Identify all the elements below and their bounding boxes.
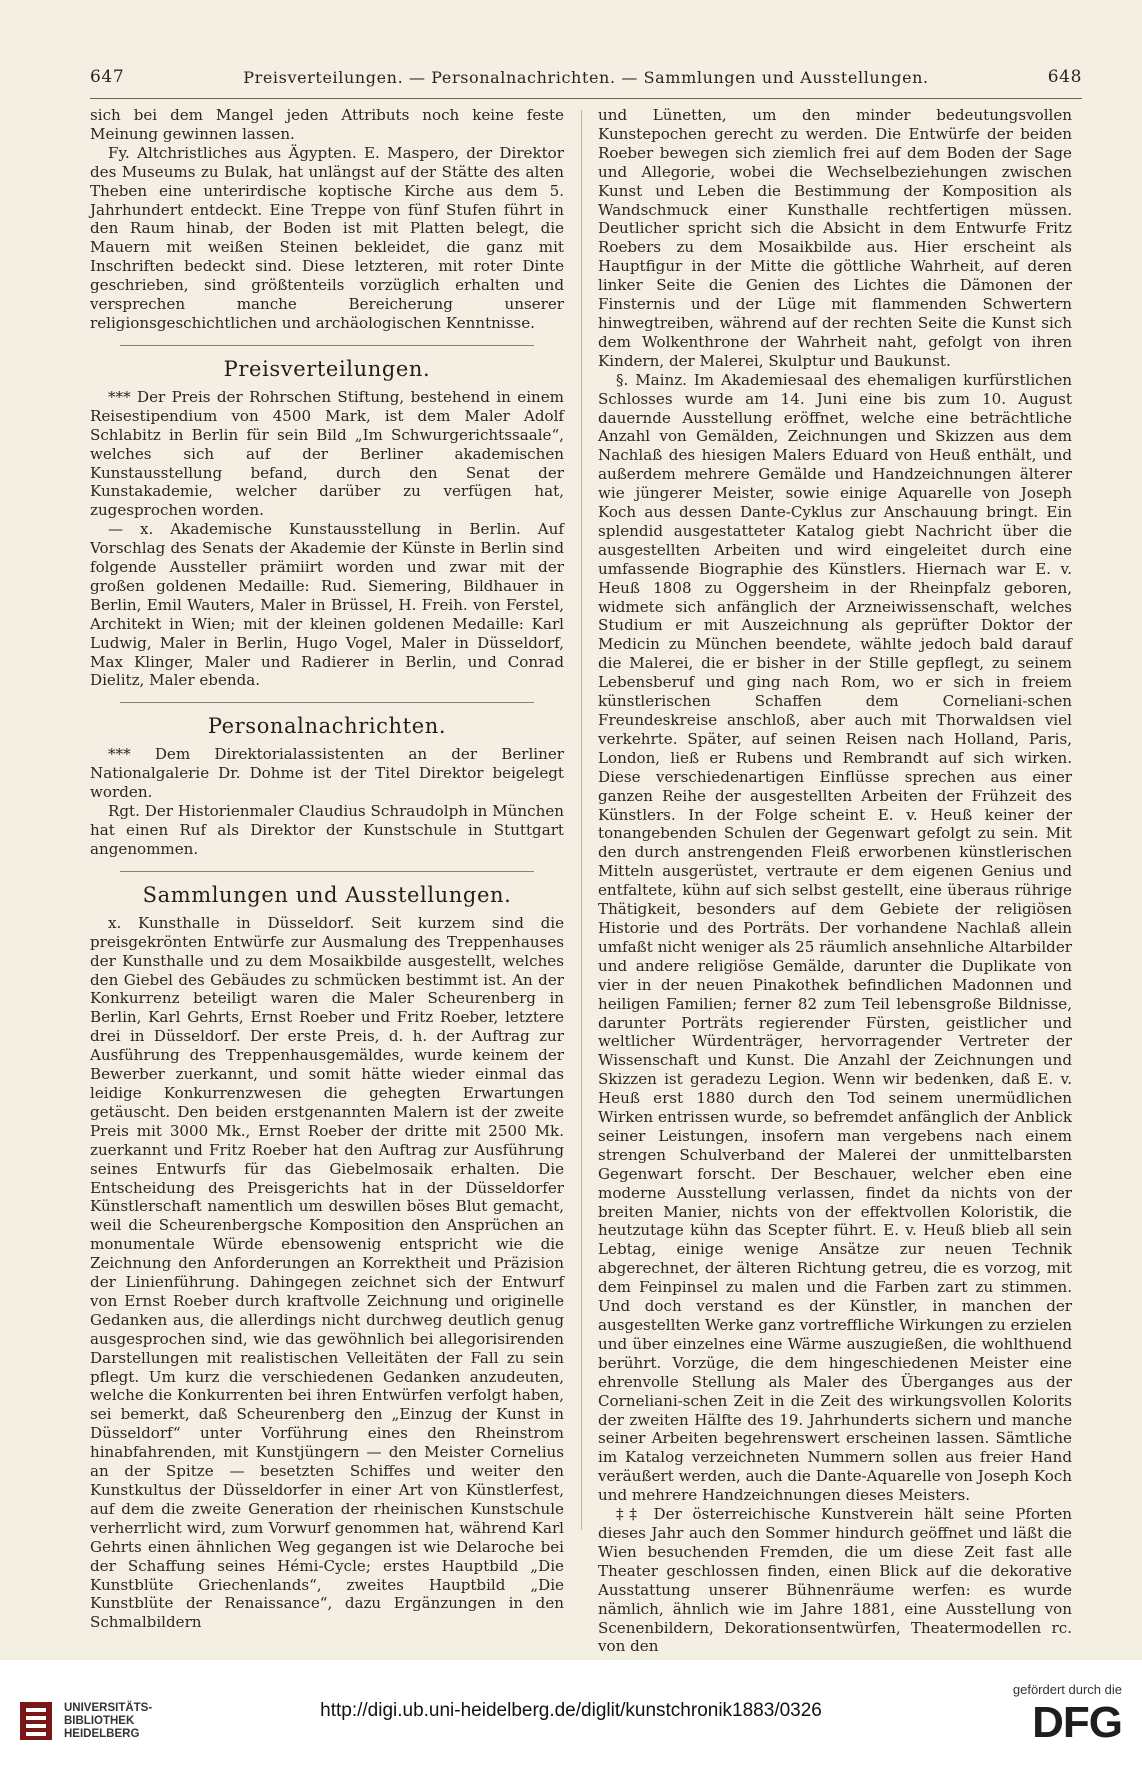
funded-by-label: gefördert durch die xyxy=(1012,1682,1122,1697)
section-separator xyxy=(120,871,534,872)
personal-paragraph-2: Rgt. Der Historienmaler Claudius Schraudolph in München hat einen Ruf als Direktor der Kunstschule in Stuttgart angenommen. xyxy=(90,802,564,858)
header-rule xyxy=(90,98,1082,99)
section-separator xyxy=(120,702,534,703)
page-number-left: 647 xyxy=(90,67,125,87)
left-column xyxy=(90,106,564,1632)
intro-paragraph: sich bei dem Mangel jeden Attributs noch keine feste Meinung gewinnen lassen. xyxy=(90,106,564,143)
running-title: Preisverteilungen. — Personalnachrichten. — Sammlungen und Ausstellungen. xyxy=(243,67,929,87)
digitization-footer xyxy=(0,1660,1142,1778)
personal-paragraph-1: *** Dem Direktorialassistenten an der Berliner Nationalgalerie Dr. Dohme ist der Titel Direktor beigelegt worden. xyxy=(90,745,564,802)
collections-paragraph-1: x. Kunsthalle in Düsseldorf. Seit kurzem sind die preisgekrönten Entwürfe zur Ausmalung des Treppenhauses der Kunsthalle und zu dem Mosaikbilde ausgestellt, welches den Giebel des Gebäudes zu schmücken bestimmt ist. An der Konkurrenz beteiligt waren die Maler Scheurenberg in Berlin, Karl Gehrts, Ernst Roeber und Fritz Roeber, letztere drei in Düsseldorf. Der erste Preis, d. h. der Auftrag zur Ausführung des Treppenhausgemäldes, wurde keinem der Bewerber zuerkannt, und somit hätte wieder einmal das leidige Konkurrenzwesen die gehegten Erwartungen getäuscht. Den beiden erstgenannten Malern ist der zweite Preis mit 3000 Mk., Ernst Roeber der dritte mit 2500 Mk. zuerkannt und Fritz Roeber hat den Auftrag zur Ausführung seines Entwurfs für das Giebelmosaik erhalten. Die Entscheidung des Preisgerichts hat in der Düsseldorfer Künstlerschaft namentlich um deswillen böses Blut gemacht, weil die Scheurenbergsche Komposition den Ansprüchen an monumentale Würde ebensowenig entspricht wie die Zeichnung den Anforderungen an Korrektheit und Präzision der Linienführung. Dahingegen zeichnet sich der Entwurf von Ernst Roeber durch kraftvolle Zeichnung und originelle Gedanken aus, die allerdings nicht durchweg deutlich genug ausgesprochen sind, wie das gewöhnlich bei allegorisirenden Darstellungen mit realistischen Velleitäten der Fall zu sein pflegt. Um kurz die verschiedenen Gedanken anzudeuten, welche die Konkurrenten bei ihren Entwürfen verfolgt haben, sei bemerkt, daß Scheurenberg den „Einzug der Kunst in Düsseldorf“ unter Vorführung eines den Rheinstrom hinabfahrenden, mit Kunstjüngern — den Meister Cornelius an der Spitze — besetzten Schiffes und weiter den Kunstkultus der Düsseldorfer in einer Art von Künstlerfest, auf dem die zweite Generation der rheinischen Kunstschule verherrlicht wird, zum Vorwurf genommen hat, während Karl Gehrts einen ähnlichen Weg gegangen ist wie Delaroche bei der Schaffung seines Hémi-Cycle; erstes Hauptbild „Die Kunstblüte Griechenlands“, zweites Hauptbild „Die Kunstblüte der Renaissance“, dazu Ergänzungen in den Schmalbildern xyxy=(90,913,564,1632)
right-column xyxy=(598,106,1072,1656)
page-header xyxy=(90,60,1082,94)
heading-personal: Personalnachrichten. xyxy=(207,714,447,739)
library-name: UNIVERSITÄTS- BIBLIOTHEK HEIDELBERG xyxy=(64,1701,153,1740)
page-number-right: 648 xyxy=(1047,67,1082,87)
heading-collections: Sammlungen und Ausstellungen. xyxy=(142,882,512,907)
permalink-url[interactable]: http://digi.ub.uni-heidelberg.de/diglit/kunstchronik1883/0326 xyxy=(320,1700,822,1721)
section-separator xyxy=(120,345,534,346)
vienna-paragraph: ‡‡ Der österreichische Kunstverein hält seine Pforten dieses Jahr auch den Sommer hindurch geöffnet und läßt die Wien besuchenden Fremden, die um diese Zeit fast alle Theater geschlossen finden, einen Blick auf die dekorative Ausstattung unserer Bühnenräume werfen: es wurde nämlich, ähnlich wie im Jahre 1881, eine Ausstellung von Scenenbildern, Dekorationsentwürfen, Theatermodellen rc. von den xyxy=(598,1505,1072,1656)
column-divider xyxy=(581,110,582,1530)
prize-paragraph-2: — x. Akademische Kunstausstellung in Berlin. Auf Vorschlag des Senats der Akademie der Künste in Berlin sind folgende Aussteller prämiirt worden und zwar mit der großen goldenen Medaille: Rud. Siemering, Bildhauer in Berlin, Emil Wauters, Maler in Brüssel, H. Freih. von Ferstel, Architekt in Wien; mit der kleinen goldenen Medaille: Karl Ludwig, Maler in Berlin, Hugo Vogel, Maler in Düsseldorf, Max Klinger, Maler und Radierer in Berlin, und Conrad Dielitz, Maler ebenda. xyxy=(90,520,564,690)
dfg-logo: DFG xyxy=(1032,1698,1122,1747)
funder-block[interactable] xyxy=(1013,1682,1122,1745)
mainz-paragraph: §. Mainz. Im Akademiesaal des ehemaligen kurfürstlichen Schlosses wurde am 14. Juni eine bis zum 10. August dauernde Ausstellung eröffnet, welche eine beträchtliche Anzahl von Gemälden, Zeichnungen und Skizzen aus dem Nachlaß des hiesigen Malers Eduard von Heuß enthält, und außerdem mehrere Gemälde und Handzeichnungen älterer wie jüngerer Meister, sowie einige Aquarelle von Joseph Koch aus dessen Dante-Cyklus zur Anschauung bringt. Ein splendid ausgestatteter Katalog giebt Nachricht über die ausgestellten Arbeiten und wird eingeleitet durch eine umfassende Biographie des Künstlers. Hiernach war E. v. Heuß 1808 zu Oggersheim in der Rheinpfalz geboren, widmete sich anfänglich der Arzneiwissenschaft, welches Studium er mit Auszeichnung als geprüfter Doktor der Medicin zu München beendete, wählte jedoch bald darauf die Malerei, die er bisher in der Stille gepflegt, zu seinem Lebensberuf und ging nach Rom, wo er sich in freiem künstlerischen Schaffen dem Corneliani-schen Freundeskreise anschloß, aber auch mit Thorwaldsen viel verkehrte. Später, auf seinen Reisen nach Holland, Paris, London, ließ er Rubens und Rembrandt auf sich wirken. Diese verschiedenartigen Einflüsse sprechen aus einer ganzen Reihe der ausgestellten Arbeiten der Frühzeit des Künstlers. In der Folge scheint E. v. Heuß keiner der tonangebenden Schulen der Gegenwart gefolgt zu sein. Mit den durch anstrengenden Fleiß erworbenen künstlerischen Mitteln ausgerüstet, vertraute er dem eigenen Genius und entfaltete, kühn auf sich selbst gestellt, eine überaus rührige Thätigkeit, besonders auf dem Gebiete der religiösen Historie und des Porträts. Der vorhandene Nachlaß allein umfaßt nicht weniger als 25 räumlich ansehnliche Altarbilder und andere religiöse Gemälde, darunter die Duplikate von vier in der neuen Pinakothek befindlichen Madonnen und heiligen Familien; ferner 82 zum Teil lebensgroße Bildnisse, darunter Porträts regierender Fürsten, geistlicher und weltlicher Würdenträger, hervorragender Vertreter der Wissenschaft und Kunst. Die Anzahl der Zeichnungen und Skizzen ist geradezu Legion. Wenn wir bedenken, daß E. v. Heuß erst 1880 durch den Tod seinem unermüdlichen Wirken entrissen wurde, so befremdet anfänglich der Anblick seiner Leistungen, insofern man vergebens nach einem strengen Schulverband der Malerei der unmittelbarsten Gegenwart forscht. Der Beschauer, welcher eben eine moderne Ausstellung verlassen, findet da nichts von der breiten Manier, nichts von der effektvollen Koloristik, die heutzutage kühn das Scepter führt. E. v. Heuß blieb all sein Lebtag, einige wenige Ansätze zur neuen Technik abgerechnet, der älteren Richtung getreu, die es vorzog, mit dem Feinpinsel zu malen und die Farben zart zu stimmen. Und doch verstand es der Künstler, in manchen der ausgestellten Werke ganz vortreffliche Wirkungen zu erzielen und über einzelnes eine Wärme auszugießen, die wohlthuend berührt. Vorzüge, die dem hingeschiedenen Meister eine ehrenvolle Stellung als Maler des Überganges aus der Corneliani-schen Zeit in die Zeit des wirkungsvollen Kolorits der zweiten Hälfte des 19. Jahrhunderts sichern und manche seiner Arbeiten begehrenswert erscheinen lassen. Sämtliche im Katalog verzeichneten Nummern sollen aus freier Hand veräußert werden, auch die Dante-Aquarelle von Joseph Koch und mehrere Handzeichnungen dieses Meisters. xyxy=(598,370,1072,1505)
continuation-paragraph: und Lünetten, um den minder bedeutungsvollen Kunstepochen gerecht zu werden. Die Entwürfe der beiden Roeber bewegen sich ziemlich frei auf dem Boden der Sage und Allegorie, wobei die Wechselbeziehungen zwischen Kunst und Leben die Bestimmung der Komposition als Wandschmuck einer Kunsthalle rechtfertigen müssen. Deutlicher spricht sich die Absicht in dem Entwurfe Fritz Roebers zu dem Mosaikbilde aus. Hier erscheint als Hauptfigur in der Mitte die göttliche Wahrheit, auf deren linker Seite die Genien des Lichtes die Dämonen der Finsternis und der Lüge mit flammenden Schwertern hinwegtreiben, während auf der rechten Seite die Kunst sich dem Wolkenthrone der Wahrheit naht, gefolgt von ihren Kindern, der Malerei, Skulptur und Baukunst. xyxy=(598,106,1072,370)
heading-prizes: Preisverteilungen. xyxy=(223,356,431,381)
prize-paragraph-1: *** Der Preis der Rohrschen Stiftung, bestehend in einem Reisestipendium von 4500 Mark, ist dem Maler Adolf Schlabitz in Berlin für sein Bild „Im Schwurgerichtssaale“, welches sich auf der Berliner akademischen Kunstausstellung befand, durch den Senat der Kunstakademie, welcher darüber zu verfügen hat, zugesprochen worden. xyxy=(90,387,564,520)
egypt-paragraph: Fy. Altchristliches aus Ägypten. E. Maspero, der Direktor des Museums zu Bulak, hat unlängst auf der Stätte des alten Theben eine unterirdische koptische Kirche aus dem 5. Jahrhundert entdeckt. Eine Treppe von fünf Stufen führt in den Raum hinab, der Boden ist mit Platten belegt, die Mauern mit weißen Steinen bekleidet, die ganz mit Inschriften bedeckt sind. Diese letzteren, mit roter Dinte geschrieben, sind größtenteils vorzüglich erhalten und versprechen manche Bereicherung unserer religionsgeschichtlichen und archäologischen Kenntnisse. xyxy=(90,143,564,332)
